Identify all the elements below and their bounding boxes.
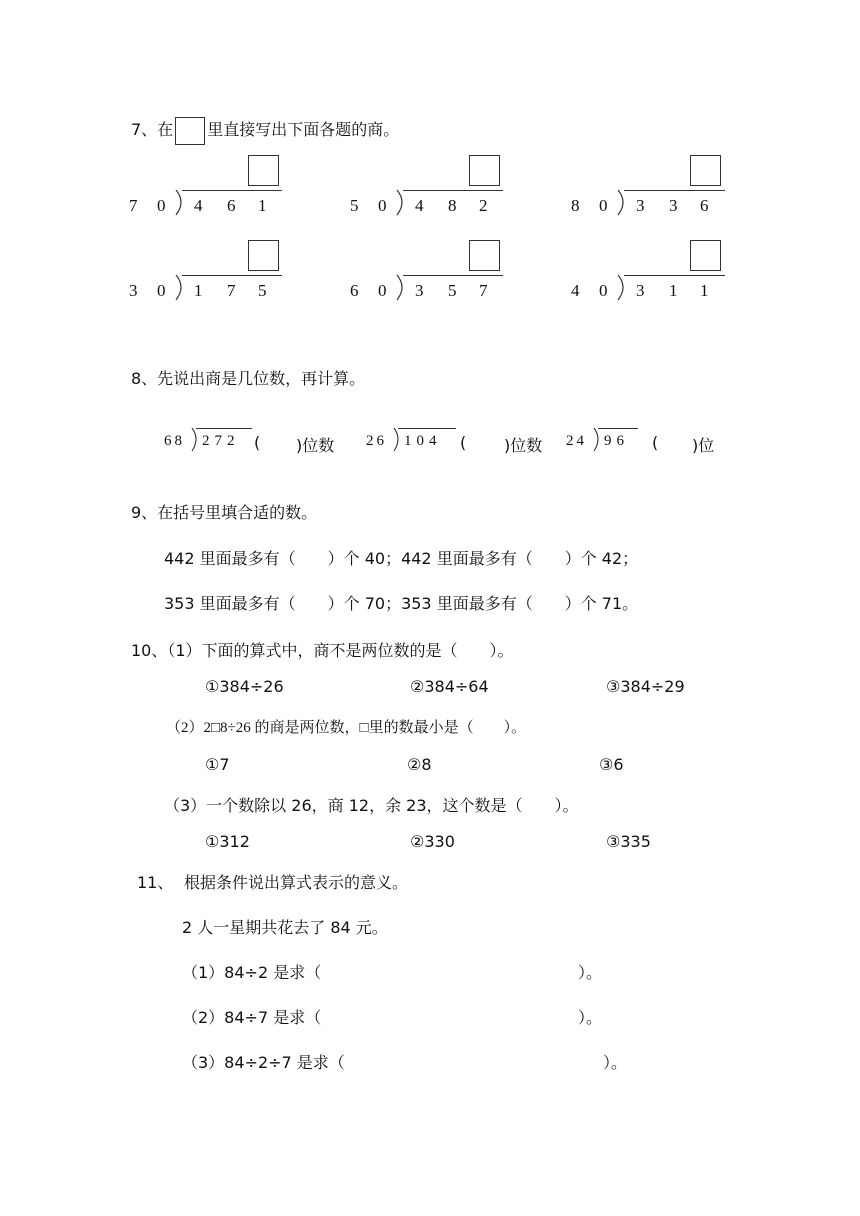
q8-answer-blank[interactable] <box>470 433 500 453</box>
dividend-digit: 1 <box>194 281 203 300</box>
q11-item-3-label: （3）84÷2÷7 是求（ <box>182 1053 345 1072</box>
q10-part-3: （3）一个数除以 26，商 12，余 23，这个数是（ ）。 <box>164 796 579 815</box>
q11-item-2-label: （2）84÷7 是求（ <box>182 1008 322 1027</box>
dividend-digit: 5 <box>258 281 267 300</box>
dividend-digit: 2 <box>479 196 488 215</box>
dividend-digit: 8 <box>448 196 457 215</box>
division-bar <box>598 428 638 429</box>
q7-prefix: 7、在 <box>131 120 174 139</box>
division-bar <box>624 275 725 276</box>
q11-item-2-close: ）。 <box>578 1010 603 1027</box>
quotient-box[interactable] <box>248 155 279 186</box>
dividend-digit: 3 <box>636 281 645 300</box>
q10-option[interactable]: ③384÷29 <box>606 677 685 696</box>
q10-option[interactable]: ②330 <box>410 832 455 851</box>
division-bracket <box>616 274 628 302</box>
q8-dividend: 272 <box>202 433 240 449</box>
q8-dividend: 96 <box>604 433 629 449</box>
q11-title: 根据条件说出算式表示的意义。 <box>184 873 409 892</box>
divisor-digit: 3 <box>129 281 138 300</box>
quotient-box[interactable] <box>690 240 721 271</box>
divisor-digit: 0 <box>599 196 608 215</box>
divisor-digit: 4 <box>571 281 580 300</box>
quotient-box[interactable] <box>248 240 279 271</box>
q9-line-1: 442 里面最多有（ ）个 40；442 里面最多有（ ）个 42； <box>164 549 639 568</box>
q10-option[interactable]: ①384÷26 <box>205 677 284 696</box>
q10-option[interactable]: ①312 <box>205 832 250 851</box>
dividend-digit: 4 <box>415 196 424 215</box>
division-bar <box>196 428 252 429</box>
q11-item-3-close: ）。 <box>603 1055 628 1072</box>
division-bar <box>403 190 503 191</box>
q8-open-paren: ( <box>652 433 659 452</box>
dividend-digit: 5 <box>448 281 457 300</box>
division-bracket <box>190 427 200 453</box>
division-bracket <box>174 274 186 302</box>
dividend-digit: 1 <box>669 281 678 300</box>
answer-box-sample <box>175 117 205 145</box>
q8-divisor: 24 <box>566 433 587 449</box>
division-bracket <box>174 189 186 217</box>
division-bar <box>182 190 282 191</box>
divisor-digit: 0 <box>599 281 608 300</box>
q8-close-text: )位数 <box>504 436 543 455</box>
q8-close-text: )位 <box>692 436 715 455</box>
divisor-digit: 8 <box>571 196 580 215</box>
division-bracket <box>395 274 407 302</box>
q8-open-paren: ( <box>254 433 261 452</box>
q10-part-1: 10、（1）下面的算式中，商不是两位数的是（ ）。 <box>131 641 514 660</box>
q8-dividend: 104 <box>404 433 442 449</box>
q9-line-2: 353 里面最多有（ ）个 70；353 里面最多有（ ）个 71。 <box>164 594 639 613</box>
q10-option[interactable]: ③335 <box>606 832 651 851</box>
divisor-digit: 6 <box>350 281 359 300</box>
q10-part-2: （2）2□8÷26 的商是两位数，□里的数最小是（ ）。 <box>166 720 527 736</box>
quotient-box[interactable] <box>469 155 500 186</box>
dividend-digit: 3 <box>636 196 645 215</box>
dividend-digit: 7 <box>479 281 488 300</box>
divisor-digit: 7 <box>129 196 138 215</box>
dividend-digit: 4 <box>194 196 203 215</box>
q9-title: 9、在括号里填合适的数。 <box>131 503 318 522</box>
q8-answer-blank[interactable] <box>264 433 294 453</box>
quotient-box[interactable] <box>469 240 500 271</box>
q8-divisor: 26 <box>366 433 387 449</box>
q8-title: 8、先说出商是几位数，再计算。 <box>131 369 366 388</box>
q11-item-1-close: ）。 <box>578 965 603 982</box>
dividend-digit: 3 <box>415 281 424 300</box>
division-bracket <box>616 189 628 217</box>
division-bracket <box>392 427 402 453</box>
q8-divisor: 68 <box>164 433 185 449</box>
dividend-digit: 6 <box>227 196 236 215</box>
division-bracket <box>592 427 602 453</box>
dividend-digit: 1 <box>700 281 709 300</box>
divisor-digit: 0 <box>378 281 387 300</box>
q10-option[interactable]: ①7 <box>205 755 230 774</box>
division-bar <box>403 275 503 276</box>
division-bar <box>624 190 725 191</box>
q10-option[interactable]: ②8 <box>407 755 432 774</box>
divisor-digit: 0 <box>378 196 387 215</box>
dividend-digit: 7 <box>227 281 236 300</box>
divisor-digit: 0 <box>157 196 166 215</box>
q10-option[interactable]: ②384÷64 <box>410 677 489 696</box>
dividend-digit: 3 <box>669 196 678 215</box>
division-bar <box>398 428 456 429</box>
q8-close-text: )位数 <box>296 436 335 455</box>
divisor-digit: 0 <box>157 281 166 300</box>
q10-option[interactable]: ③6 <box>599 755 624 774</box>
division-bar <box>182 275 282 276</box>
dividend-digit: 6 <box>700 196 709 215</box>
quotient-box[interactable] <box>690 155 721 186</box>
q11-item-1-label: （1）84÷2 是求（ <box>182 963 322 982</box>
q8-open-paren: ( <box>460 433 467 452</box>
divisor-digit: 5 <box>350 196 359 215</box>
q11-condition: 2 人一星期共花去了 84 元。 <box>182 918 388 937</box>
q7-title <box>131 116 399 145</box>
q11-number: 11、 <box>137 873 174 892</box>
q8-answer-blank[interactable] <box>662 433 690 453</box>
division-bracket <box>395 189 407 217</box>
q7-suffix: 里直接写出下面各题的商。 <box>207 120 400 139</box>
dividend-digit: 1 <box>258 196 267 215</box>
